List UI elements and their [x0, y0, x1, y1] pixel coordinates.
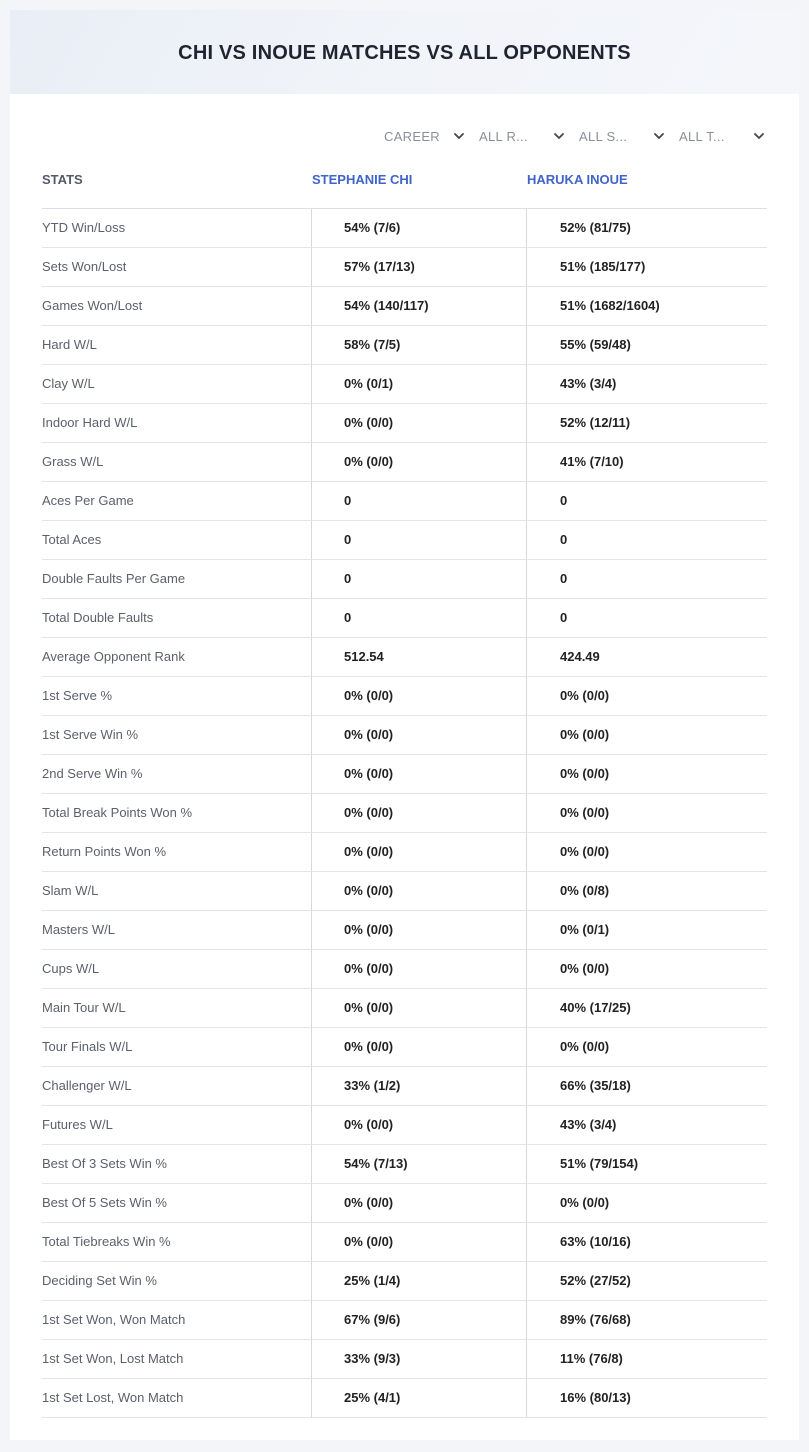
player2-value: 11% (76/8) [526, 1340, 767, 1378]
player1-value: 57% (17/13) [311, 248, 526, 286]
player2-value: 63% (10/16) [526, 1223, 767, 1261]
table-row [42, 599, 767, 638]
player1-value: 512.54 [311, 638, 526, 676]
table-row [42, 716, 767, 755]
player2-value: 52% (81/75) [526, 209, 767, 247]
player2-value: 0% (0/0) [526, 755, 767, 793]
table-row [42, 1379, 767, 1418]
table-body [42, 209, 767, 1418]
player2-value: 41% (7/10) [526, 443, 767, 481]
filter-surface-label: ALL S... [579, 128, 628, 144]
stat-label: 1st Set Won, Won Match [42, 1312, 186, 1327]
player1-value: 58% (7/5) [311, 326, 526, 364]
table-row [42, 755, 767, 794]
table-row [42, 482, 767, 521]
stat-label: Best Of 5 Sets Win % [42, 1195, 167, 1210]
stat-label: Masters W/L [42, 922, 115, 937]
table-row [42, 560, 767, 599]
table-row [42, 1223, 767, 1262]
filter-surface-select[interactable] [579, 124, 665, 148]
page-title: CHI VS INOUE MATCHES VS ALL OPPONENTS [178, 41, 631, 64]
stat-label: Double Faults Per Game [42, 571, 186, 586]
player1-value: 54% (7/6) [311, 209, 526, 247]
chevron-down-icon [553, 130, 565, 142]
stat-label: Main Tour W/L [42, 1000, 126, 1015]
player1-value: 0% (0/0) [311, 911, 526, 949]
table-row [42, 989, 767, 1028]
table-row [42, 404, 767, 443]
table-row [42, 1301, 767, 1340]
player2-value: 0% (0/0) [526, 1028, 767, 1066]
player1-value: 0% (0/0) [311, 833, 526, 871]
table-row [42, 1262, 767, 1301]
table-row [42, 950, 767, 989]
filter-round-select[interactable] [479, 124, 565, 148]
player1-value: 54% (140/117) [311, 287, 526, 325]
player1-value: 67% (9/6) [311, 1301, 526, 1339]
player2-value: 55% (59/48) [526, 326, 767, 364]
player1-value: 0% (0/0) [311, 1106, 526, 1144]
table-row [42, 1145, 767, 1184]
stats-card [10, 10, 799, 1440]
stat-label: YTD Win/Loss [42, 220, 126, 235]
stat-label: Total Break Points Won % [42, 805, 193, 820]
stat-label: 1st Set Won, Lost Match [42, 1351, 184, 1366]
stat-label: Hard W/L [42, 337, 97, 352]
chevron-down-icon [653, 130, 665, 142]
player1-value: 0 [311, 482, 526, 520]
player2-value: 0% (0/0) [526, 716, 767, 754]
stat-label: Slam W/L [42, 883, 99, 898]
stat-label: 1st Serve Win % [42, 727, 139, 742]
player2-value: 0 [526, 560, 767, 598]
stat-label: Clay W/L [42, 376, 95, 391]
player1-value: 0% (0/0) [311, 1028, 526, 1066]
stat-label: Average Opponent Rank [42, 649, 185, 664]
player1-value: 0% (0/0) [311, 950, 526, 988]
player2-value: 0% (0/1) [526, 911, 767, 949]
table-row [42, 209, 767, 248]
table-row [42, 1184, 767, 1223]
filter-tournament-label: ALL T... [679, 128, 725, 144]
table-header [42, 160, 767, 209]
stat-label: Sets Won/Lost [42, 259, 127, 274]
player1-value: 0% (0/0) [311, 677, 526, 715]
player1-value: 25% (1/4) [311, 1262, 526, 1300]
player2-value: 52% (27/52) [526, 1262, 767, 1300]
table-row [42, 677, 767, 716]
stat-label: 2nd Serve Win % [42, 766, 143, 781]
player2-value: 66% (35/18) [526, 1067, 767, 1105]
player1-value: 33% (1/2) [311, 1067, 526, 1105]
stat-label: 1st Serve % [42, 688, 113, 703]
player1-value: 0% (0/0) [311, 443, 526, 481]
player2-value: 0% (0/0) [526, 677, 767, 715]
player2-value: 16% (80/13) [526, 1379, 767, 1417]
stat-label: Indoor Hard W/L [42, 415, 138, 430]
player1-value: 0 [311, 560, 526, 598]
player2-value: 0 [526, 482, 767, 520]
filter-bar [10, 124, 799, 148]
stat-label: Return Points Won % [42, 844, 167, 859]
stat-label: Aces Per Game [42, 493, 134, 508]
stat-label: Futures W/L [42, 1117, 113, 1132]
stat-label: 1st Set Lost, Won Match [42, 1390, 184, 1405]
player2-value: 40% (17/25) [526, 989, 767, 1027]
filter-period-label: CAREER [384, 128, 440, 144]
player2-value: 51% (1682/1604) [526, 287, 767, 325]
table-row [42, 911, 767, 950]
chevron-down-icon [753, 130, 765, 142]
player2-value: 89% (76/68) [526, 1301, 767, 1339]
player2-value: 51% (185/177) [526, 248, 767, 286]
stat-label: Challenger W/L [42, 1078, 132, 1093]
table-row [42, 833, 767, 872]
table-row [42, 248, 767, 287]
table-row [42, 443, 767, 482]
column-header-stats: STATS [42, 172, 83, 187]
stat-label: Total Double Faults [42, 610, 154, 625]
player2-value: 0% (0/0) [526, 833, 767, 871]
player1-value: 0 [311, 599, 526, 637]
player2-value: 0% (0/0) [526, 1184, 767, 1222]
player1-value: 0% (0/0) [311, 404, 526, 442]
table-row [42, 1067, 767, 1106]
stats-table [42, 160, 767, 1418]
player2-value: 51% (79/154) [526, 1145, 767, 1183]
player2-value: 0% (0/0) [526, 794, 767, 832]
table-row [42, 287, 767, 326]
stat-label: Deciding Set Win % [42, 1273, 157, 1288]
player1-value: 54% (7/13) [311, 1145, 526, 1183]
player2-value: 43% (3/4) [526, 365, 767, 403]
table-row [42, 872, 767, 911]
table-row [42, 1106, 767, 1145]
player1-value: 25% (4/1) [311, 1379, 526, 1417]
player2-value: 52% (12/11) [526, 404, 767, 442]
filter-period-select[interactable] [384, 124, 465, 148]
player1-value: 0% (0/0) [311, 716, 526, 754]
filter-tournament-select[interactable] [679, 124, 765, 148]
column-header-player1[interactable]: STEPHANIE CHI [312, 172, 413, 187]
stat-label: Grass W/L [42, 454, 104, 469]
player2-value: 43% (3/4) [526, 1106, 767, 1144]
filter-round-label: ALL R... [479, 128, 528, 144]
stat-label: Cups W/L [42, 961, 100, 976]
player2-value: 0% (0/8) [526, 872, 767, 910]
player2-value: 0% (0/0) [526, 950, 767, 988]
player1-value: 0% (0/0) [311, 989, 526, 1027]
player2-value: 0 [526, 599, 767, 637]
table-row [42, 521, 767, 560]
player1-value: 0 [311, 521, 526, 559]
table-row [42, 326, 767, 365]
table-row [42, 1340, 767, 1379]
player1-value: 0% (0/0) [311, 755, 526, 793]
player1-value: 0% (0/0) [311, 872, 526, 910]
stat-label: Total Aces [42, 532, 102, 547]
player2-value: 424.49 [526, 638, 767, 676]
table-row [42, 365, 767, 404]
player1-value: 33% (9/3) [311, 1340, 526, 1378]
table-row [42, 638, 767, 677]
chevron-down-icon [453, 130, 465, 142]
player1-value: 0% (0/0) [311, 1223, 526, 1261]
card-header [10, 10, 799, 94]
stat-label: Best Of 3 Sets Win % [42, 1156, 167, 1171]
player1-value: 0% (0/0) [311, 1184, 526, 1222]
column-header-player2[interactable]: HARUKA INOUE [527, 172, 628, 187]
stat-label: Tour Finals W/L [42, 1039, 133, 1054]
table-row [42, 794, 767, 833]
stat-label: Total Tiebreaks Win % [42, 1234, 171, 1249]
player1-value: 0% (0/1) [311, 365, 526, 403]
table-row [42, 1028, 767, 1067]
player2-value: 0 [526, 521, 767, 559]
player1-value: 0% (0/0) [311, 794, 526, 832]
stat-label: Games Won/Lost [42, 298, 143, 313]
